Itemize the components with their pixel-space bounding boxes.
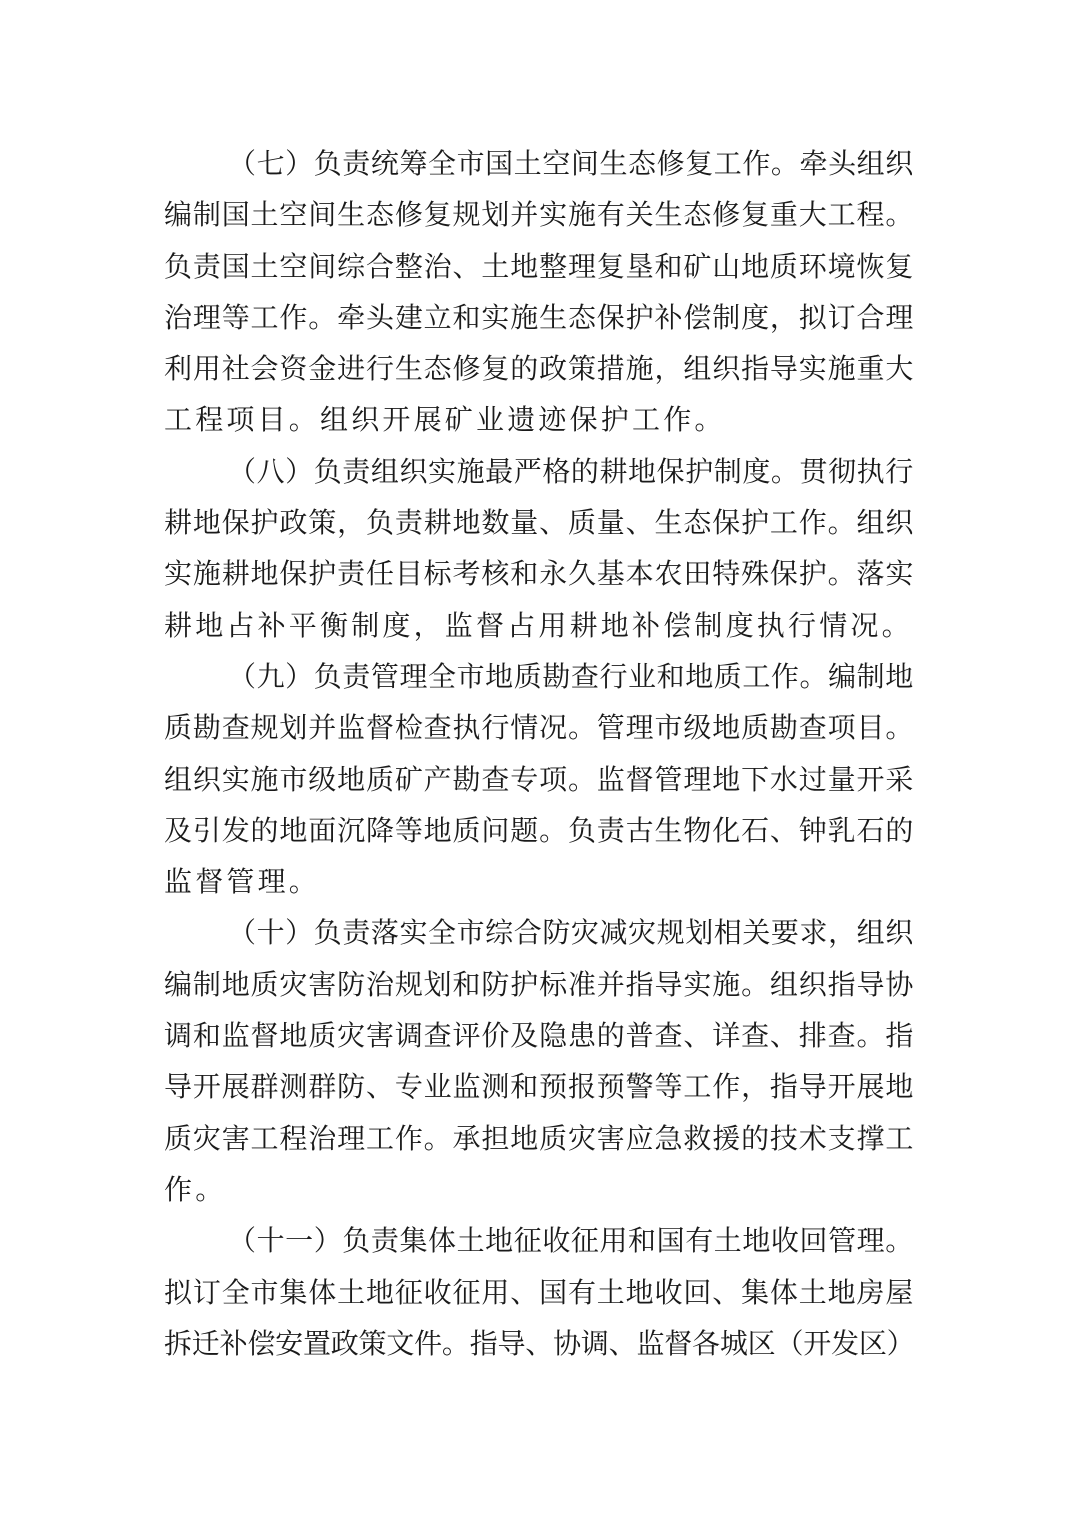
text-line: 治理等工作。牵头建立和实施生态保护补偿制度，拟订合理	[164, 300, 915, 334]
paragraph-first-line: （十一）负责集体土地征收征用和国有土地收回管理。	[228, 1224, 914, 1258]
text-line: 监督管理。	[164, 865, 321, 899]
paragraph-first-line: （八）负责组织实施最严格的耕地保护制度。贯彻执行	[228, 454, 914, 488]
text-line: 组织实施市级地质矿产勘查专项。监督管理地下水过量开采	[164, 762, 915, 796]
text-line: 拆迁补偿安置政策文件。指导、协调、监督各城区（开发区）	[164, 1326, 915, 1360]
text-line: 作。	[164, 1172, 227, 1206]
paragraph-first-line: （九）负责管理全市地质勘查行业和地质工作。编制地	[228, 659, 914, 693]
text-line: 调和监督地质灾害调查评价及隐患的普查、详查、排查。指	[164, 1019, 915, 1053]
text-line: 耕地保护政策，负责耕地数量、质量、生态保护工作。组织	[164, 506, 915, 540]
text-line: 质勘查规划并监督检查执行情况。管理市级地质勘查项目。	[164, 711, 915, 745]
text-line: 编制地质灾害防治规划和防护标准并指导实施。组织指导协	[164, 967, 915, 1001]
body-text	[164, 138, 914, 1369]
text-line: 导开展群测群防、专业监测和预报预警等工作，指导开展地	[164, 1070, 915, 1104]
text-line: 利用社会资金进行生态修复的政策措施，组织指导实施重大	[164, 352, 915, 386]
text-line: 实施耕地保护责任目标考核和永久基本农田特殊保护。落实	[164, 557, 915, 591]
text-line: 编制国土空间生态修复规划并实施有关生态修复重大工程。	[164, 198, 915, 232]
text-line: 拟订全市集体土地征收征用、国有土地收回、集体土地房屋	[164, 1275, 915, 1309]
text-line: 耕地占补平衡制度，监督占用耕地补偿制度执行情况。	[164, 608, 913, 642]
paragraph-first-line: （七）负责统筹全市国土空间生态修复工作。牵头组织	[228, 147, 914, 180]
text-line: 质灾害工程治理工作。承担地质灾害应急救援的技术支撑工	[164, 1121, 915, 1155]
paragraph-first-line: （十）负责落实全市综合防灾减灾规划相关要求，组织	[228, 916, 914, 950]
text-line: 工程项目。组织开展矿业遗迹保护工作。	[164, 403, 726, 437]
text-line: 负责国土空间综合整治、土地整理复垦和矿山地质环境恢复	[164, 249, 915, 283]
text-line: 及引发的地面沉降等地质问题。负责古生物化石、钟乳石的	[164, 813, 915, 847]
